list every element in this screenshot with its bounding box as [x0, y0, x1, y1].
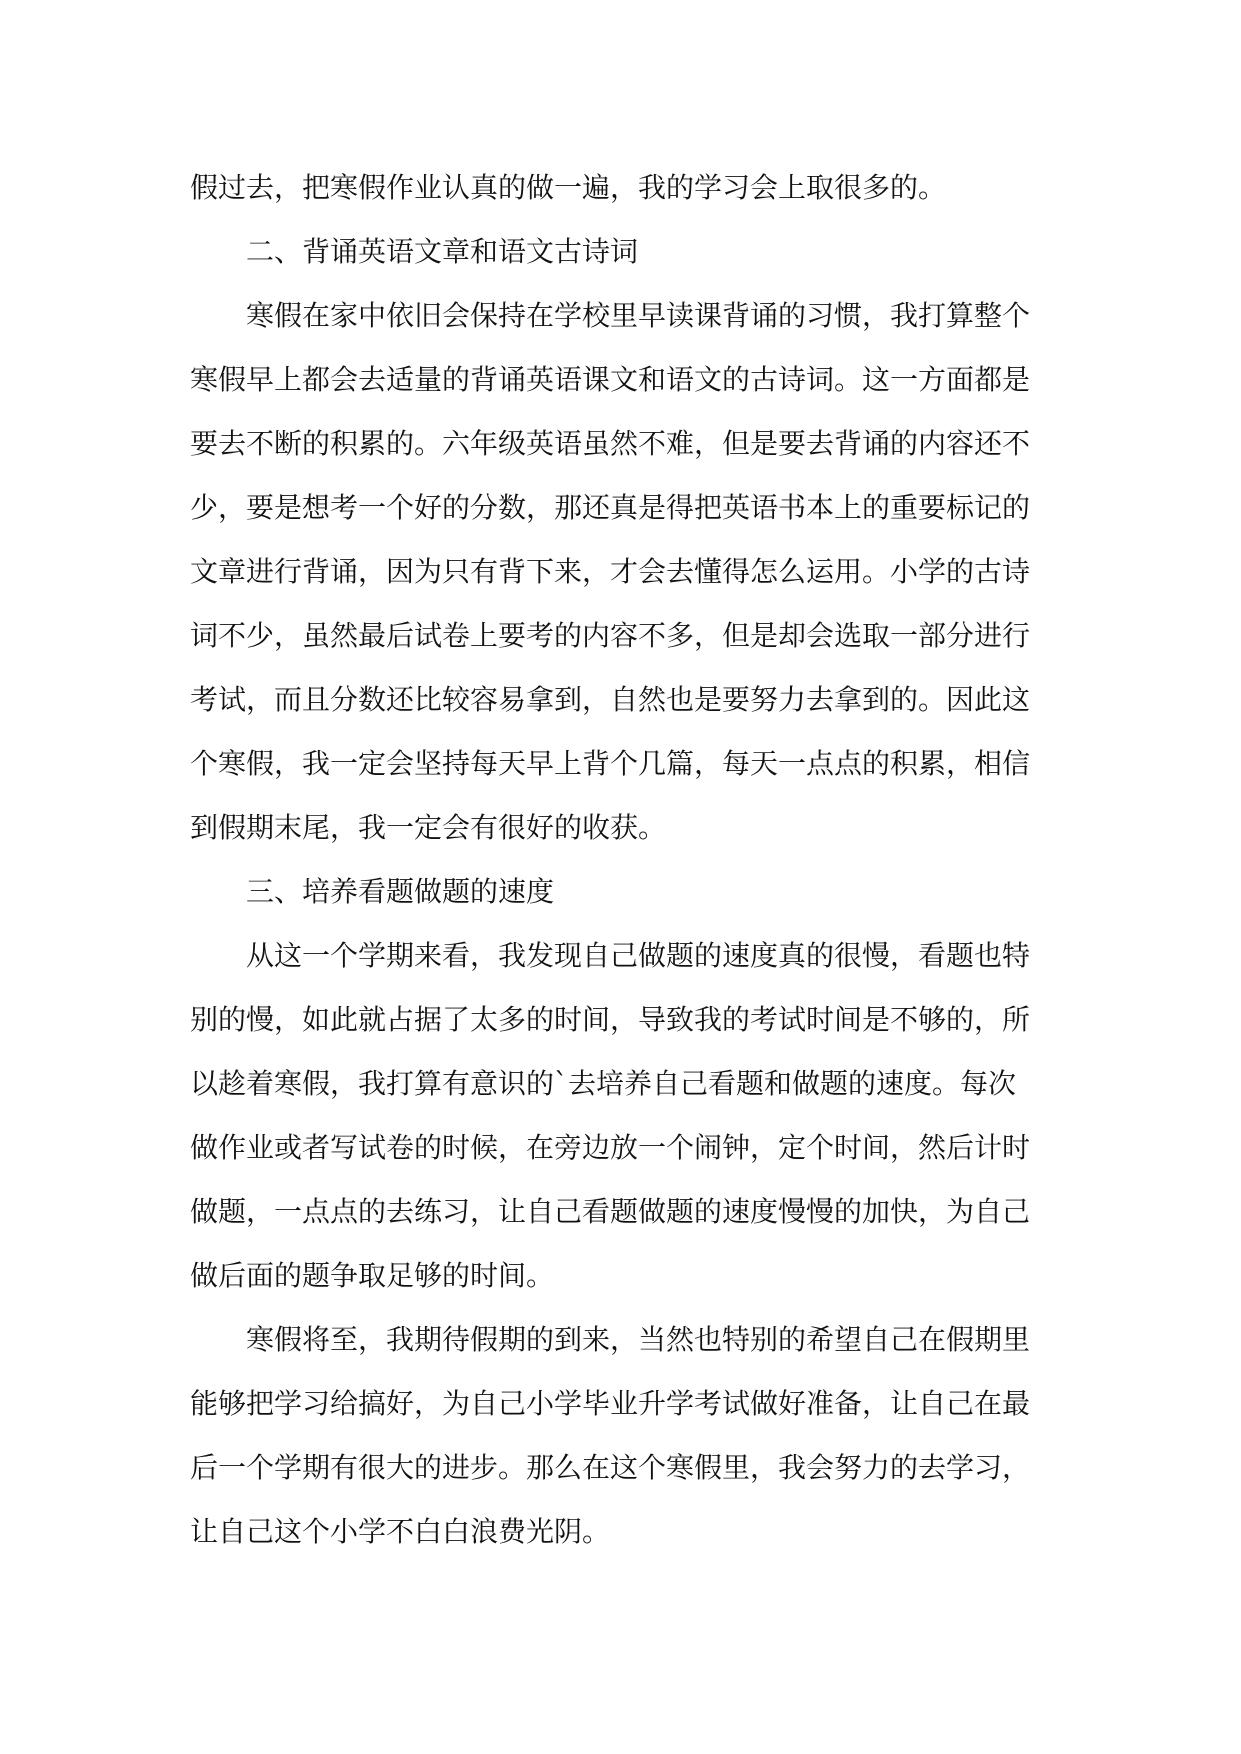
text-line: 到假期末尾，我一定会有很好的收获。 [190, 811, 667, 844]
text-line: 文章进行背诵，因为只有背下来，才会去懂得怎么运用。小学的古诗 [190, 555, 1031, 588]
text-line: 做后面的题争取足够的时间。 [190, 1259, 555, 1292]
text-line: 以趁着寒假，我打算有意识的`去培养自己看题和做题的速度。每次 [190, 1067, 1017, 1100]
text-line: 词不少，虽然最后试卷上要考的内容不多，但是却会选取一部分进行 [190, 619, 1031, 652]
document-body [190, 156, 1050, 1564]
section-heading: 三、培养看题做题的速度 [246, 875, 555, 908]
text-line: 做题，一点点的去练习，让自己看题做题的速度慢慢的加快，为自己 [190, 1195, 1031, 1228]
text-line: 后一个学期有很大的进步。那么在这个寒假里，我会努力的去学习， [190, 1451, 1031, 1484]
text-line: 做作业或者写试卷的时候，在旁边放一个闹钟，定个时间，然后计时 [190, 1131, 1031, 1164]
text-line: 能够把学习给搞好，为自己小学毕业升学考试做好准备，让自己在最 [190, 1387, 1031, 1420]
text-line: 从这一个学期来看，我发现自己做题的速度真的很慢，看题也特 [246, 939, 1031, 972]
text-line: 寒假将至，我期待假期的到来，当然也特别的希望自己在假期里 [246, 1323, 1031, 1356]
text-line: 让自己这个小学不白白浪费光阴。 [190, 1515, 611, 1548]
text-line: 别的慢，如此就占据了太多的时间，导致我的考试时间是不够的，所 [190, 1003, 1031, 1036]
section-heading: 二、背诵英语文章和语文古诗词 [246, 235, 639, 268]
text-line: 寒假早上都会去适量的背诵英语课文和语文的古诗词。这一方面都是 [190, 363, 1031, 396]
text-line: 假过去，把寒假作业认真的做一遍，我的学习会上取很多的。 [190, 171, 947, 204]
text-line: 少，要是想考一个好的分数，那还真是得把英语书本上的重要标记的 [190, 491, 1031, 524]
text-line: 要去不断的积累的。六年级英语虽然不难，但是要去背诵的内容还不 [190, 427, 1031, 460]
text-line: 个寒假，我一定会坚持每天早上背个几篇，每天一点点的积累，相信 [190, 747, 1031, 780]
text-line: 考试，而且分数还比较容易拿到，自然也是要努力去拿到的。因此这 [190, 683, 1031, 716]
text-line: 寒假在家中依旧会保持在学校里早读课背诵的习惯，我打算整个 [246, 299, 1031, 332]
